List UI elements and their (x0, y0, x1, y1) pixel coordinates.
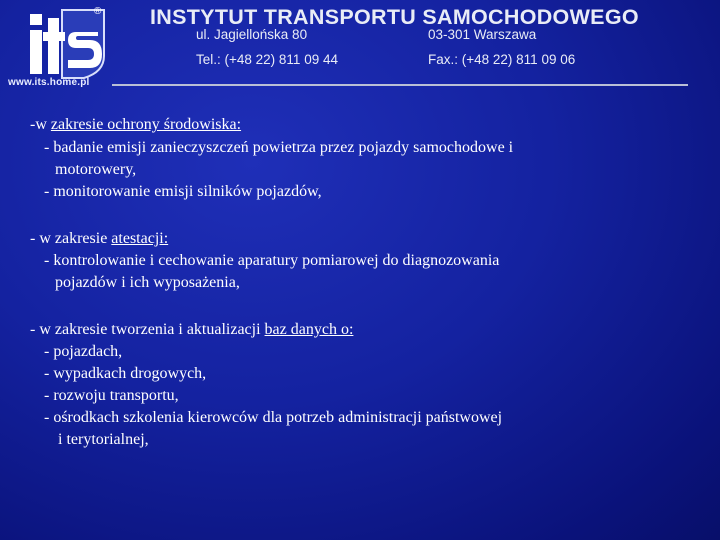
cert-heading: atestacji: (111, 230, 169, 247)
cert-prefix: - w zakresie (30, 230, 112, 247)
cert-heading-line (30, 229, 168, 249)
its-logo-icon (18, 6, 110, 80)
db-prefix: - w zakresie tworzenia i aktualizacji (30, 321, 265, 338)
registered-mark: ® (94, 6, 102, 17)
institute-title: INSTYTUT TRANSPORTU SAMOCHODOWEGO (150, 5, 639, 29)
db-item4: - ośrodkach szkolenia kierowców dla potrzeb administracji państwowej (44, 409, 503, 426)
cert-item1: - kontrolowanie i cechowanie aparatury pomiarowej do diagnozowania (44, 252, 500, 269)
db-item4-cont: i terytorialnej, (58, 431, 149, 448)
fax: Fax.: (+48 22) 811 09 06 (428, 52, 576, 67)
street-address: ul. Jagiellońska 80 (196, 27, 308, 42)
env-prefix: -w (30, 116, 51, 133)
db-heading-line (30, 320, 353, 340)
header-divider (112, 84, 688, 86)
env-heading-line (30, 115, 241, 135)
env-item2: - monitorowanie emisji silników pojazdów, (44, 183, 322, 200)
db-item1: - pojazdach, (44, 343, 123, 360)
header (0, 0, 720, 96)
city-postal: 03-301 Warszawa (428, 27, 537, 42)
env-item1: - badanie emisji zanieczyszczeń powietrza przez pojazdy samochodowe i (44, 139, 514, 156)
db-heading: baz danych o: (264, 321, 354, 338)
website-url[interactable]: www.its.home.pl (8, 77, 90, 88)
env-heading: zakresie ochrony środowiska: (50, 116, 242, 133)
db-item3: - rozwoju transportu, (44, 387, 179, 404)
env-item1-cont: motorowery, (55, 161, 137, 178)
cert-item1-cont: pojazdów i ich wyposażenia, (55, 274, 240, 291)
telephone: Tel.: (+48 22) 811 09 44 (196, 52, 338, 67)
db-item2: - wypadkach drogowych, (44, 365, 207, 382)
